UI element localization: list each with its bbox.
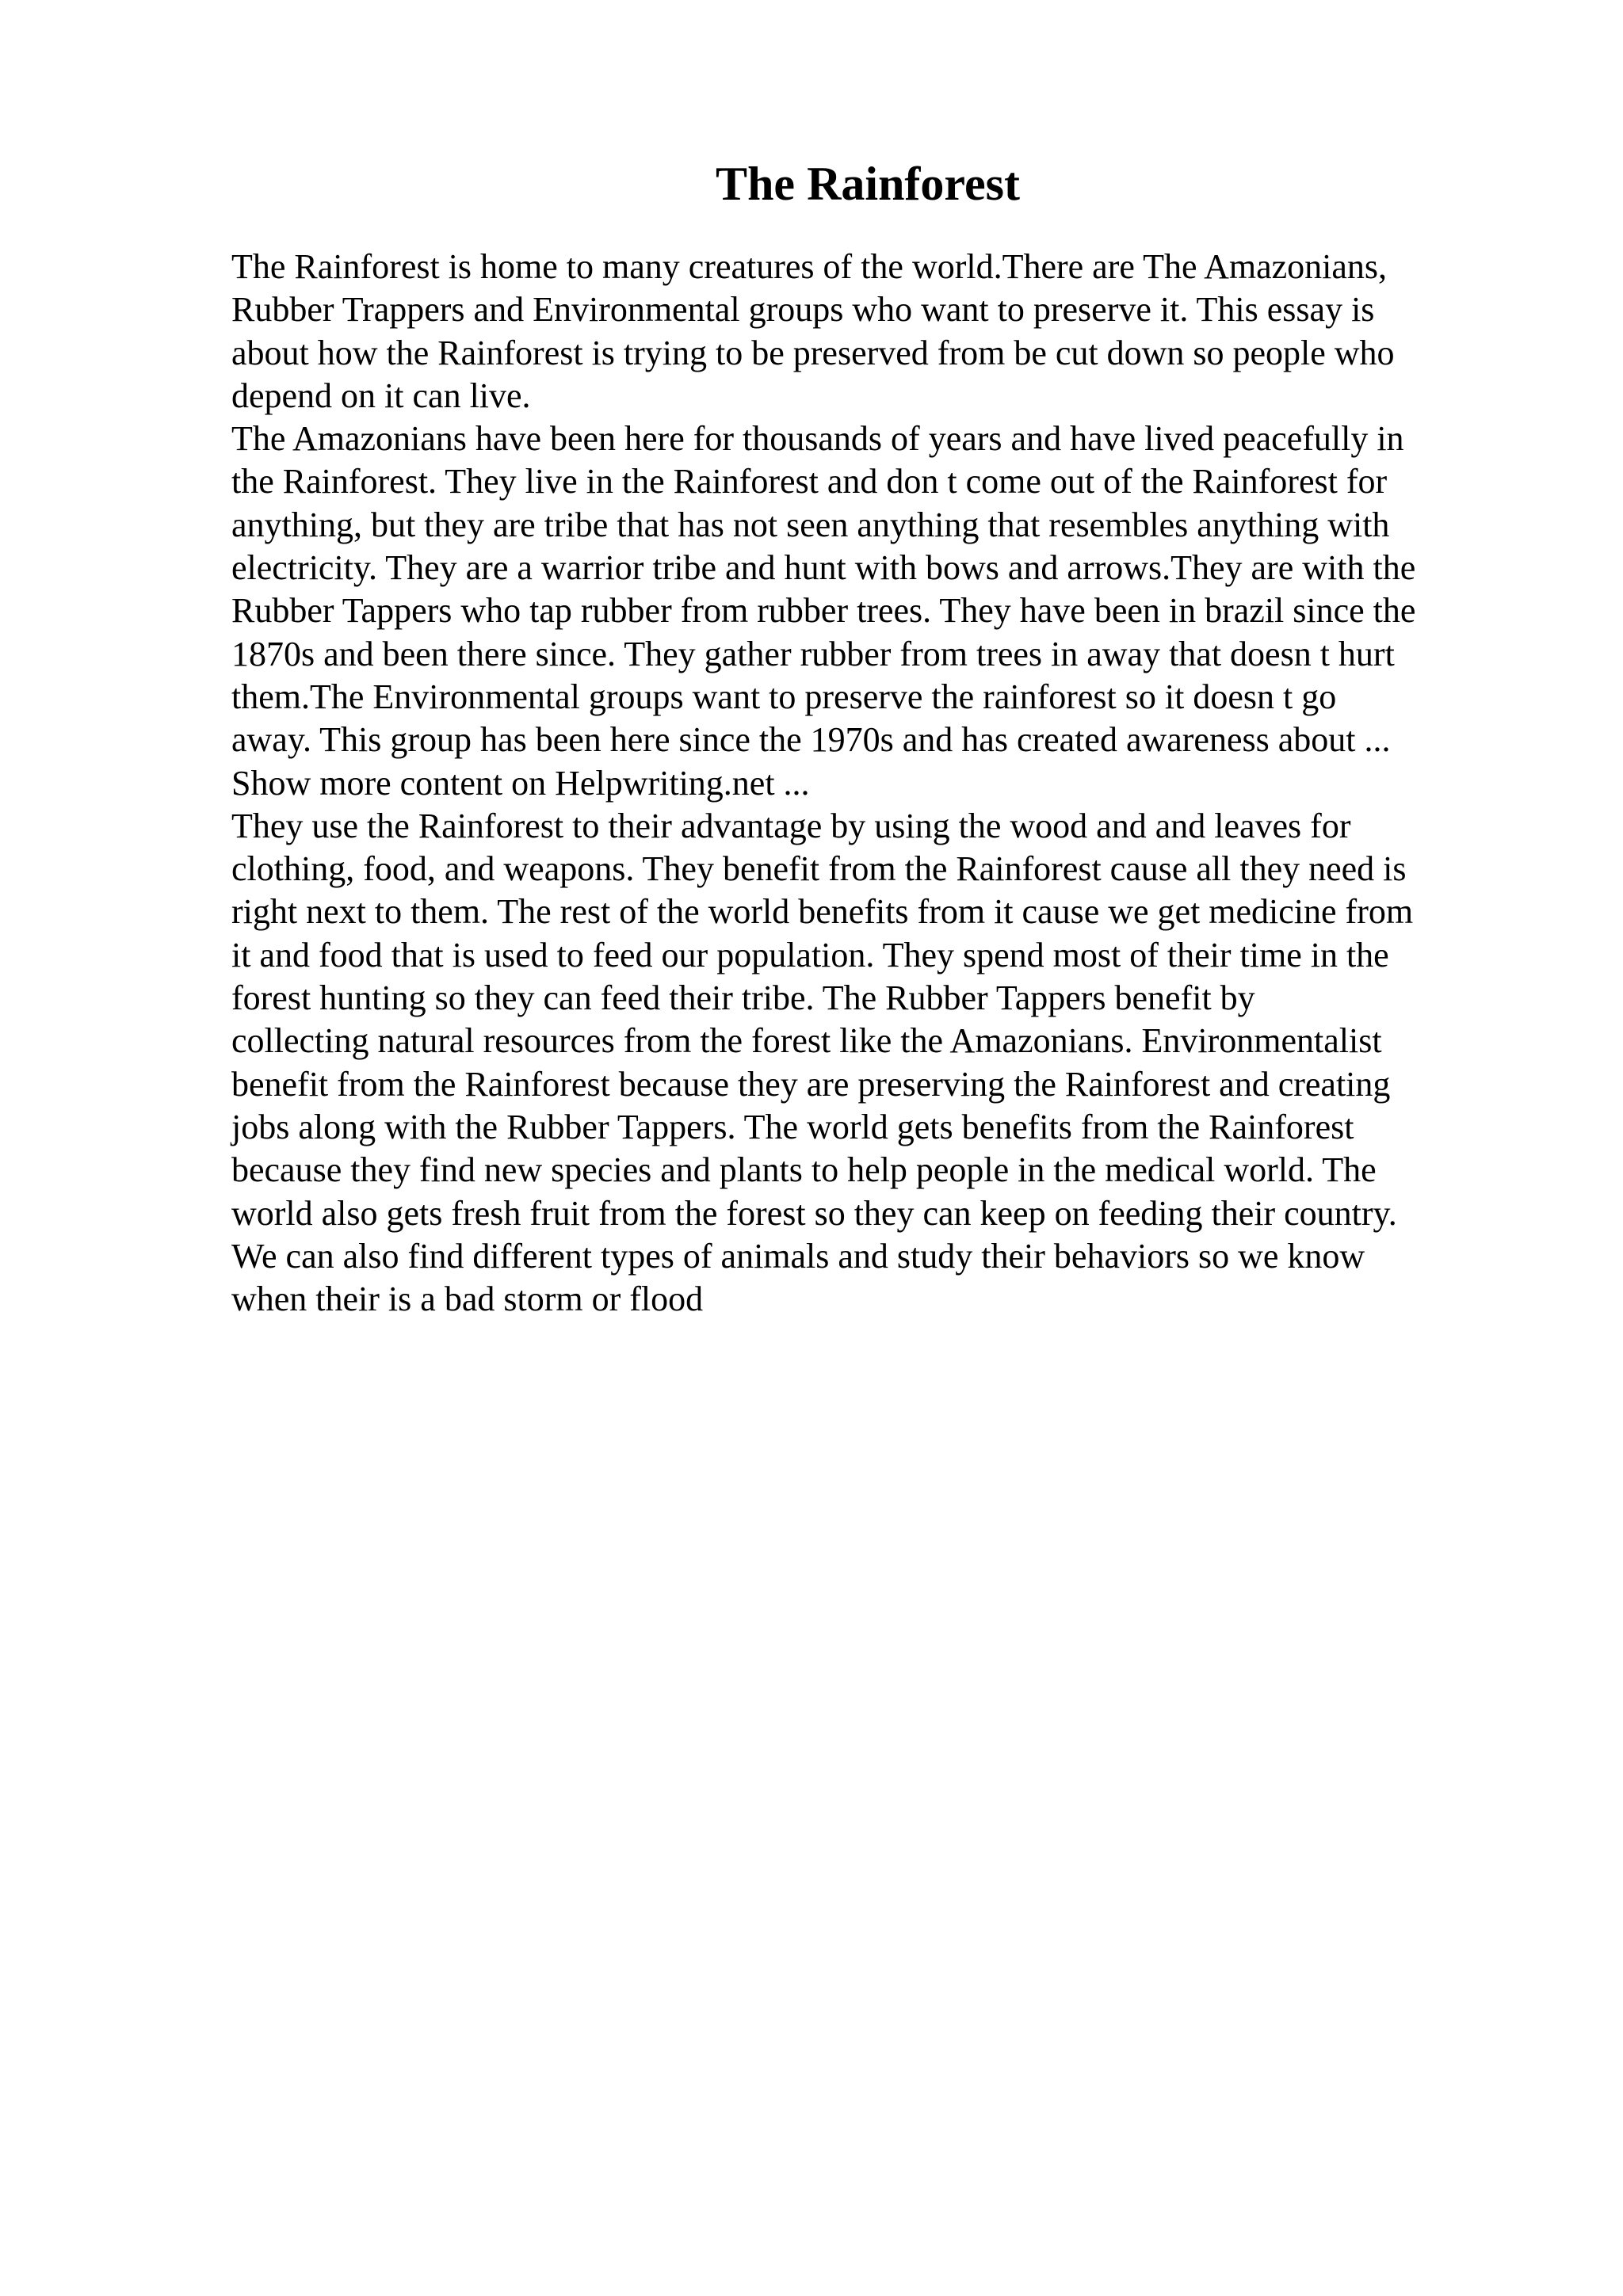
- body-line: electricity. They are a warrior tribe and hunt with bows and arrows.They are with the: [231, 548, 1416, 588]
- body-line: about how the Rainforest is trying to be preserved from be cut down so people who: [231, 333, 1395, 372]
- body-line: They use the Rainforest to their advantage by using the wood and and leaves for: [231, 806, 1351, 845]
- body-line: We can also find different types of animals and study their behaviors so we know: [231, 1236, 1365, 1276]
- body-line: forest hunting so they can feed their tribe. The Rubber Tappers benefit by: [231, 978, 1255, 1018]
- show-more-link[interactable]: Show more content on Helpwriting.net ...: [231, 763, 810, 803]
- body-line: the Rainforest. They live in the Rainforest and don t come out of the Rainforest for: [231, 462, 1388, 502]
- body-line: anything, but they are tribe that has not seen anything that resembles anything with: [231, 505, 1390, 544]
- document-title: The Rainforest: [716, 158, 1020, 210]
- body-line: it and food that is used to feed our population. They spend most of their time in the: [231, 935, 1389, 974]
- document-body: [231, 246, 1531, 1321]
- body-line: depend on it can live.: [231, 376, 531, 415]
- body-line: them.The Environmental groups want to preserve the rainforest so it doesn t go: [231, 677, 1337, 716]
- body-line: jobs along with the Rubber Tappers. The world gets benefits from the Rainforest: [231, 1107, 1354, 1146]
- body-line: The Rainforest is home to many creatures of the world.There are The Amazonians,: [231, 247, 1388, 286]
- body-line: clothing, food, and weapons. They benefit from the Rainforest cause all they need is: [231, 849, 1407, 889]
- body-line: right next to them. The rest of the world benefits from it cause we get medicine from: [231, 892, 1414, 932]
- body-line: collecting natural resources from the forest like the Amazonians. Environmentalist: [231, 1021, 1382, 1061]
- body-line: 1870s and been there since. They gather rubber from trees in away that doesn t hurt: [231, 634, 1395, 673]
- body-line: when their is a bad storm or flood: [231, 1280, 704, 1319]
- body-line: because they find new species and plants to help people in the medical world. The: [231, 1150, 1377, 1190]
- body-line: benefit from the Rainforest because they are preserving the Rainforest and creating: [231, 1064, 1391, 1104]
- body-line: world also gets fresh fruit from the forest so they can keep on feeding their country.: [231, 1193, 1397, 1233]
- body-line: Rubber Tappers who tap rubber from rubber trees. They have been in brazil since the: [231, 591, 1416, 631]
- body-line: away. This group has been here since the 1970s and has created awareness about ...: [231, 720, 1391, 760]
- body-line: The Amazonians have been here for thousands of years and have lived peacefully in: [231, 419, 1404, 459]
- body-line: Rubber Trappers and Environmental groups who want to preserve it. This essay is: [231, 290, 1375, 330]
